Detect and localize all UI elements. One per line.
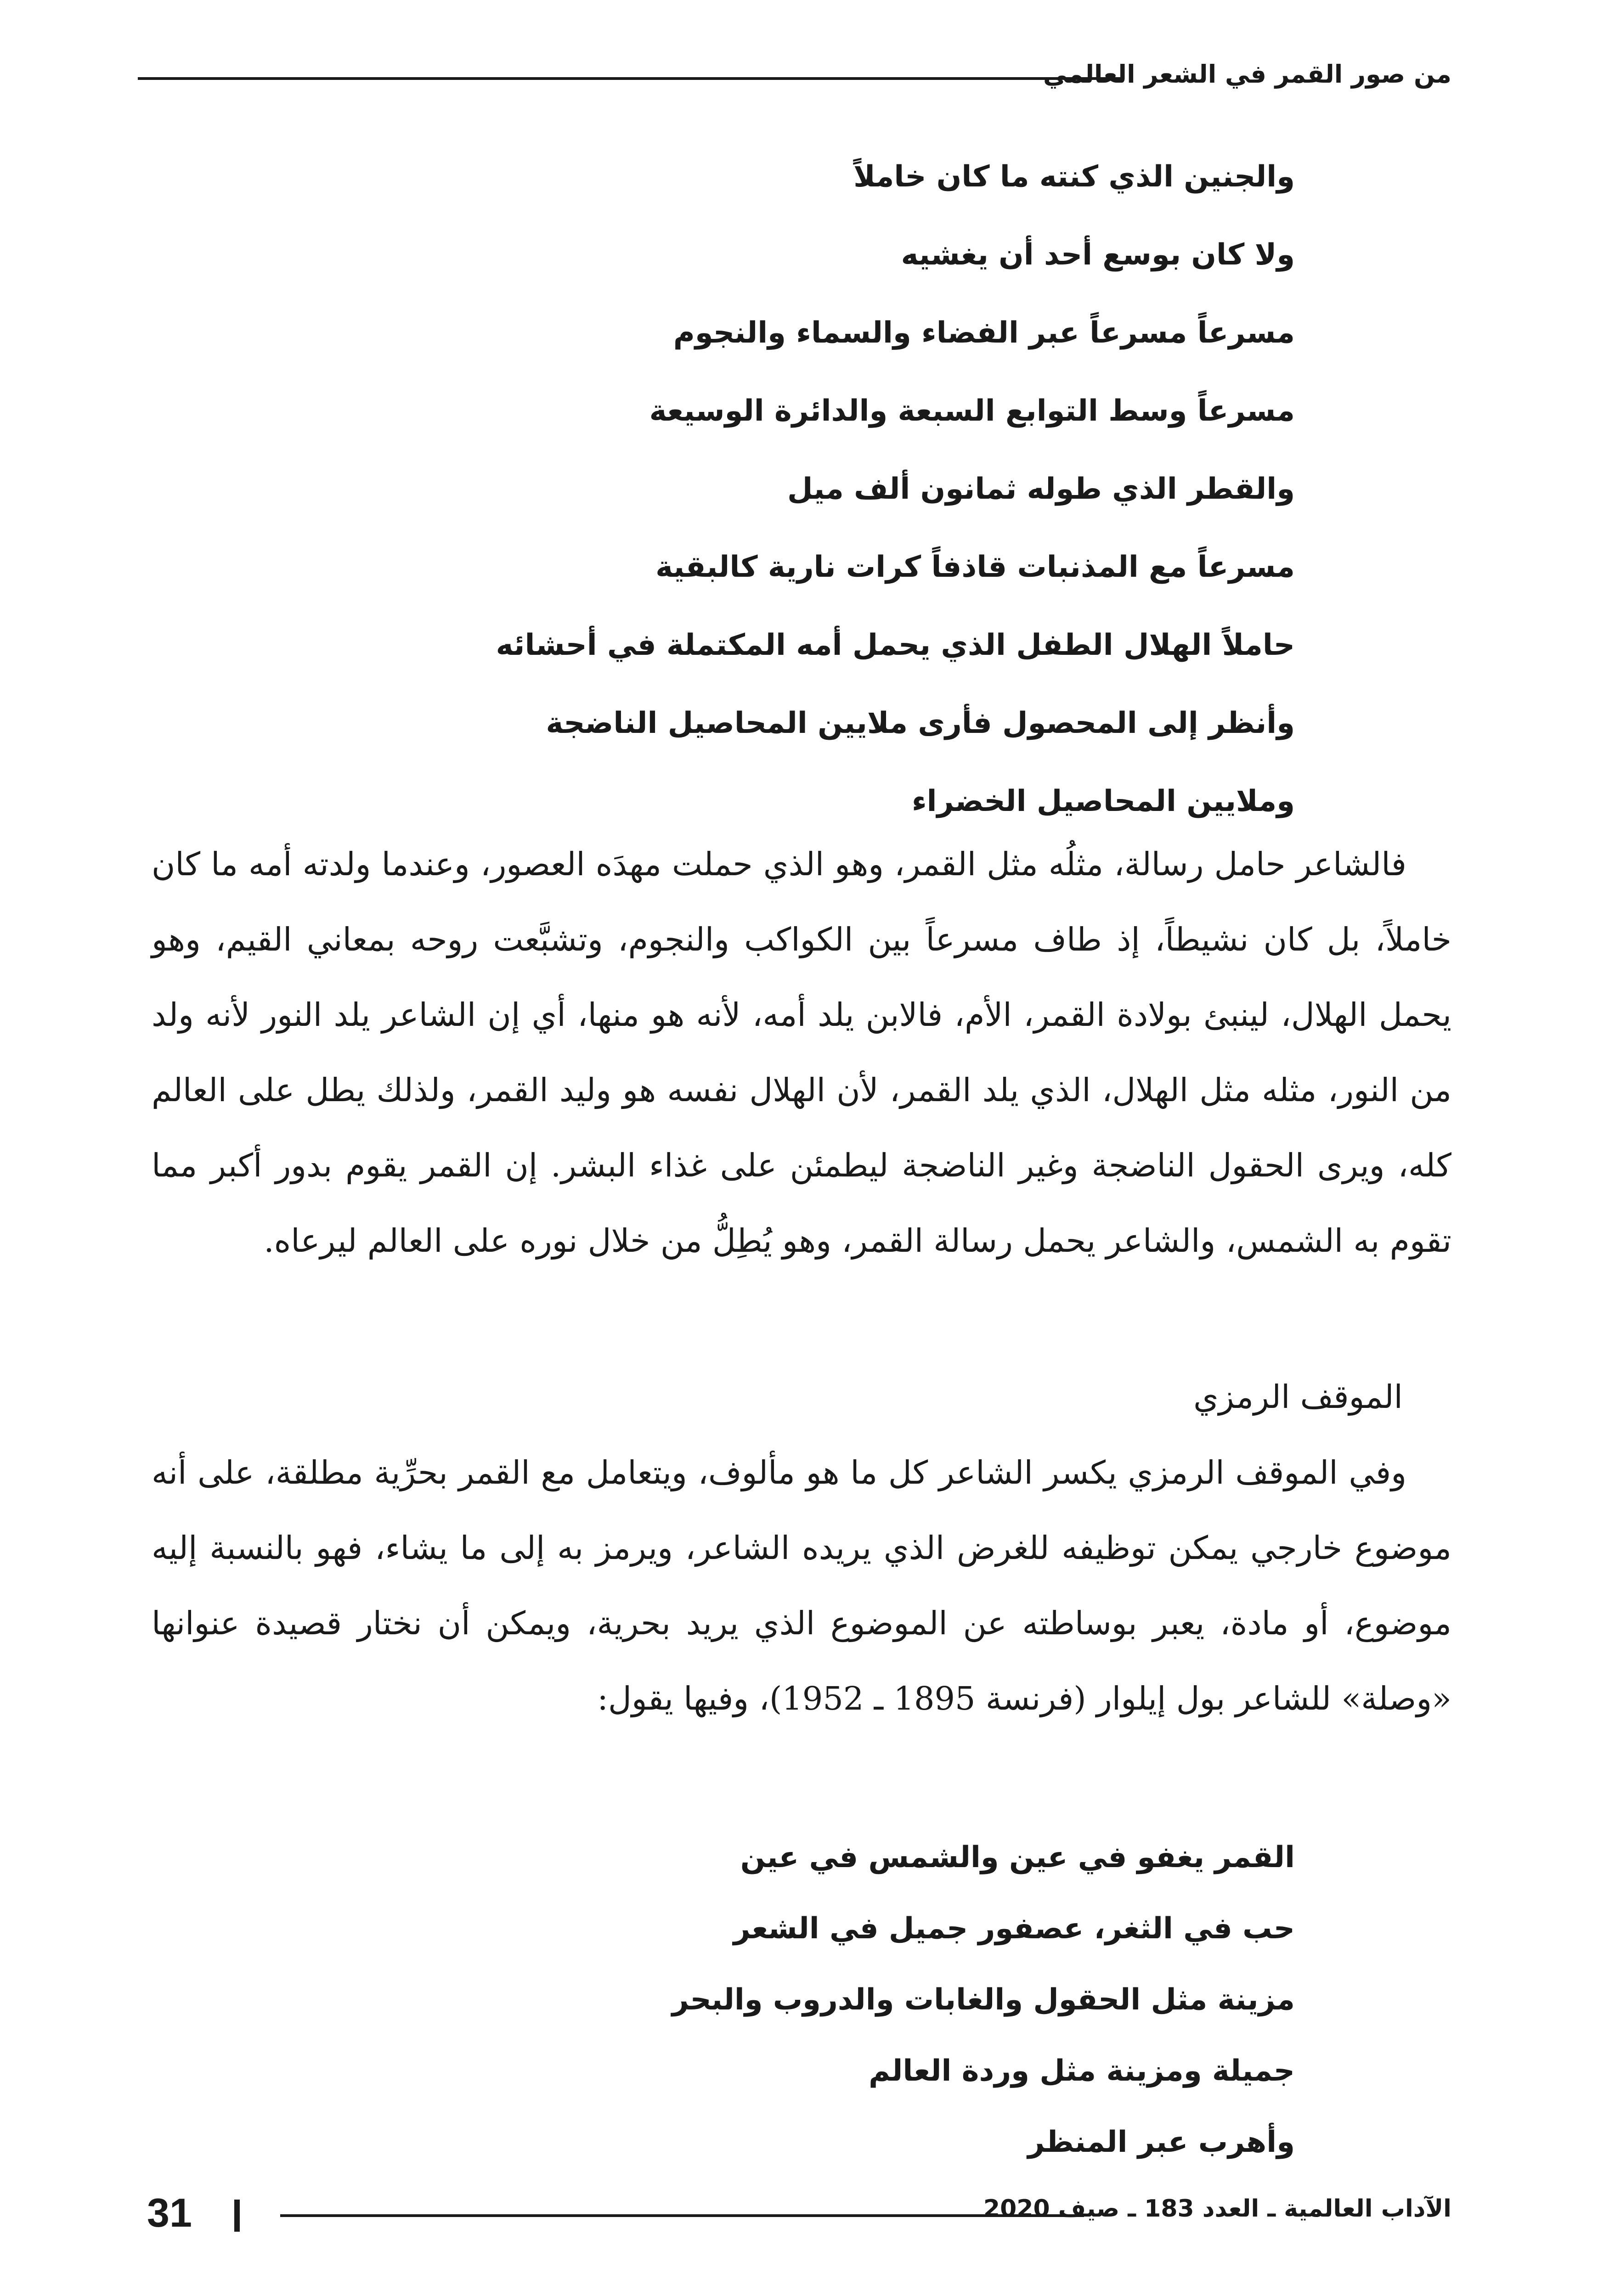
verse-line: وملايين المحاصيل الخضراء: [911, 784, 1295, 818]
footer-separator-bar: [234, 2200, 240, 2232]
verse-line: مسرعاً مسرعاً عبر الفضاء والسماء والنجوم: [673, 316, 1295, 350]
verse-line: حاملاً الهلال الطفل الذي يحمل أمه المكتملة في أحشائه: [496, 628, 1295, 662]
verse-line: والقطر الذي طوله ثمانون ألف ميل: [787, 472, 1295, 506]
paragraph-text: وفي الموقف الرمزي يكسر الشاعر كل ما هو مألوف، ويتعامل مع القمر بحرِّية مطلقة، على أنه موضوع خارجي يمكن توظيفه للغرض الذي يريده الشاعر، ويرمز به إلى ما يشاء، فهو بالنسبة إليه موضوع، أو مادة، يعبر بوساطته عن الموضوع الذي يريد بحرية، ويمكن أن نختار قصيدة عنوانها «وصلة» للشاعر بول إيلوار (فرنسة 1895 ـ 1952)، وفيها يقول:: [152, 1454, 1451, 1717]
page-footer: [138, 2186, 1451, 2241]
prose-paragraph-1: [152, 827, 1451, 1278]
verse-line: حب في الثغر، عصفور جميل في الشعر: [733, 1912, 1295, 1946]
verse-line: ولا كان بوسع أحد أن يغشيه: [901, 238, 1295, 272]
paragraph-text: فالشاعر حامل رسالة، مثلُه مثل القمر، وهو الذي حملت مهدَه العصور، وعندما ولدته أمه ما كان خاملاً، بل كان نشيطاً، إذ طاف مسرعاً بين الكواكب والنجوم، وتشبَّعت روحه بمعاني القيم، وهو يحمل الهلال، لينبئ بولادة القمر، الأم، فالابن يلد أمه، لأنه هو منها، أي إن الشاعر يلد النور لأنه ولد من النور، مثله مثل الهلال، الذي يلد القمر، لأن الهلال نفسه هو وليد القمر، ولذلك يطل على العالم كله، ويرى الحقول الناضجة وغير الناضجة ليطمئن على غذاء البشر. إن القمر يقوم بدور أكبر مما تقوم به الشمس، والشاعر يحمل رسالة القمر، وهو يُطِلُّ من خلال نوره على العالم ليرعاه.: [152, 845, 1451, 1260]
section-subheading: الموقف الرمزي: [1193, 1378, 1403, 1416]
verse-line: مزينة مثل الحقول والغابات والدروب والبحر: [672, 1983, 1295, 2017]
footer-rule: [280, 2214, 1084, 2217]
verse-line: وأهرب عبر المنظر: [1028, 2125, 1295, 2159]
verse-line: القمر يغفو في عين والشمس في عين: [740, 1840, 1295, 1874]
prose-paragraph-2: [152, 1435, 1451, 1736]
verse-line: وأنظر إلى المحصول فأرى ملايين المحاصيل الناضجة: [546, 706, 1295, 740]
verse-line: جميلة ومزينة مثل وردة العالم: [869, 2054, 1295, 2088]
running-header: [138, 51, 1451, 96]
verse-line: والجنين الذي كنته ما كان خاملاً: [853, 160, 1295, 194]
journal-issue-line: الآداب العالمية ـ العدد 183 ـ صيف 2020: [983, 2195, 1451, 2223]
header-rule: [138, 77, 1121, 80]
running-title: من صور القمر في الشعر العالمي: [1043, 60, 1451, 89]
verse-line: مسرعاً مع المذنبات قاذفاً كرات نارية كالبقية: [655, 550, 1295, 584]
verse-line: مسرعاً وسط التوابع السبعة والدائرة الوسيعة: [649, 394, 1295, 428]
page-number: 31: [147, 2190, 192, 2235]
